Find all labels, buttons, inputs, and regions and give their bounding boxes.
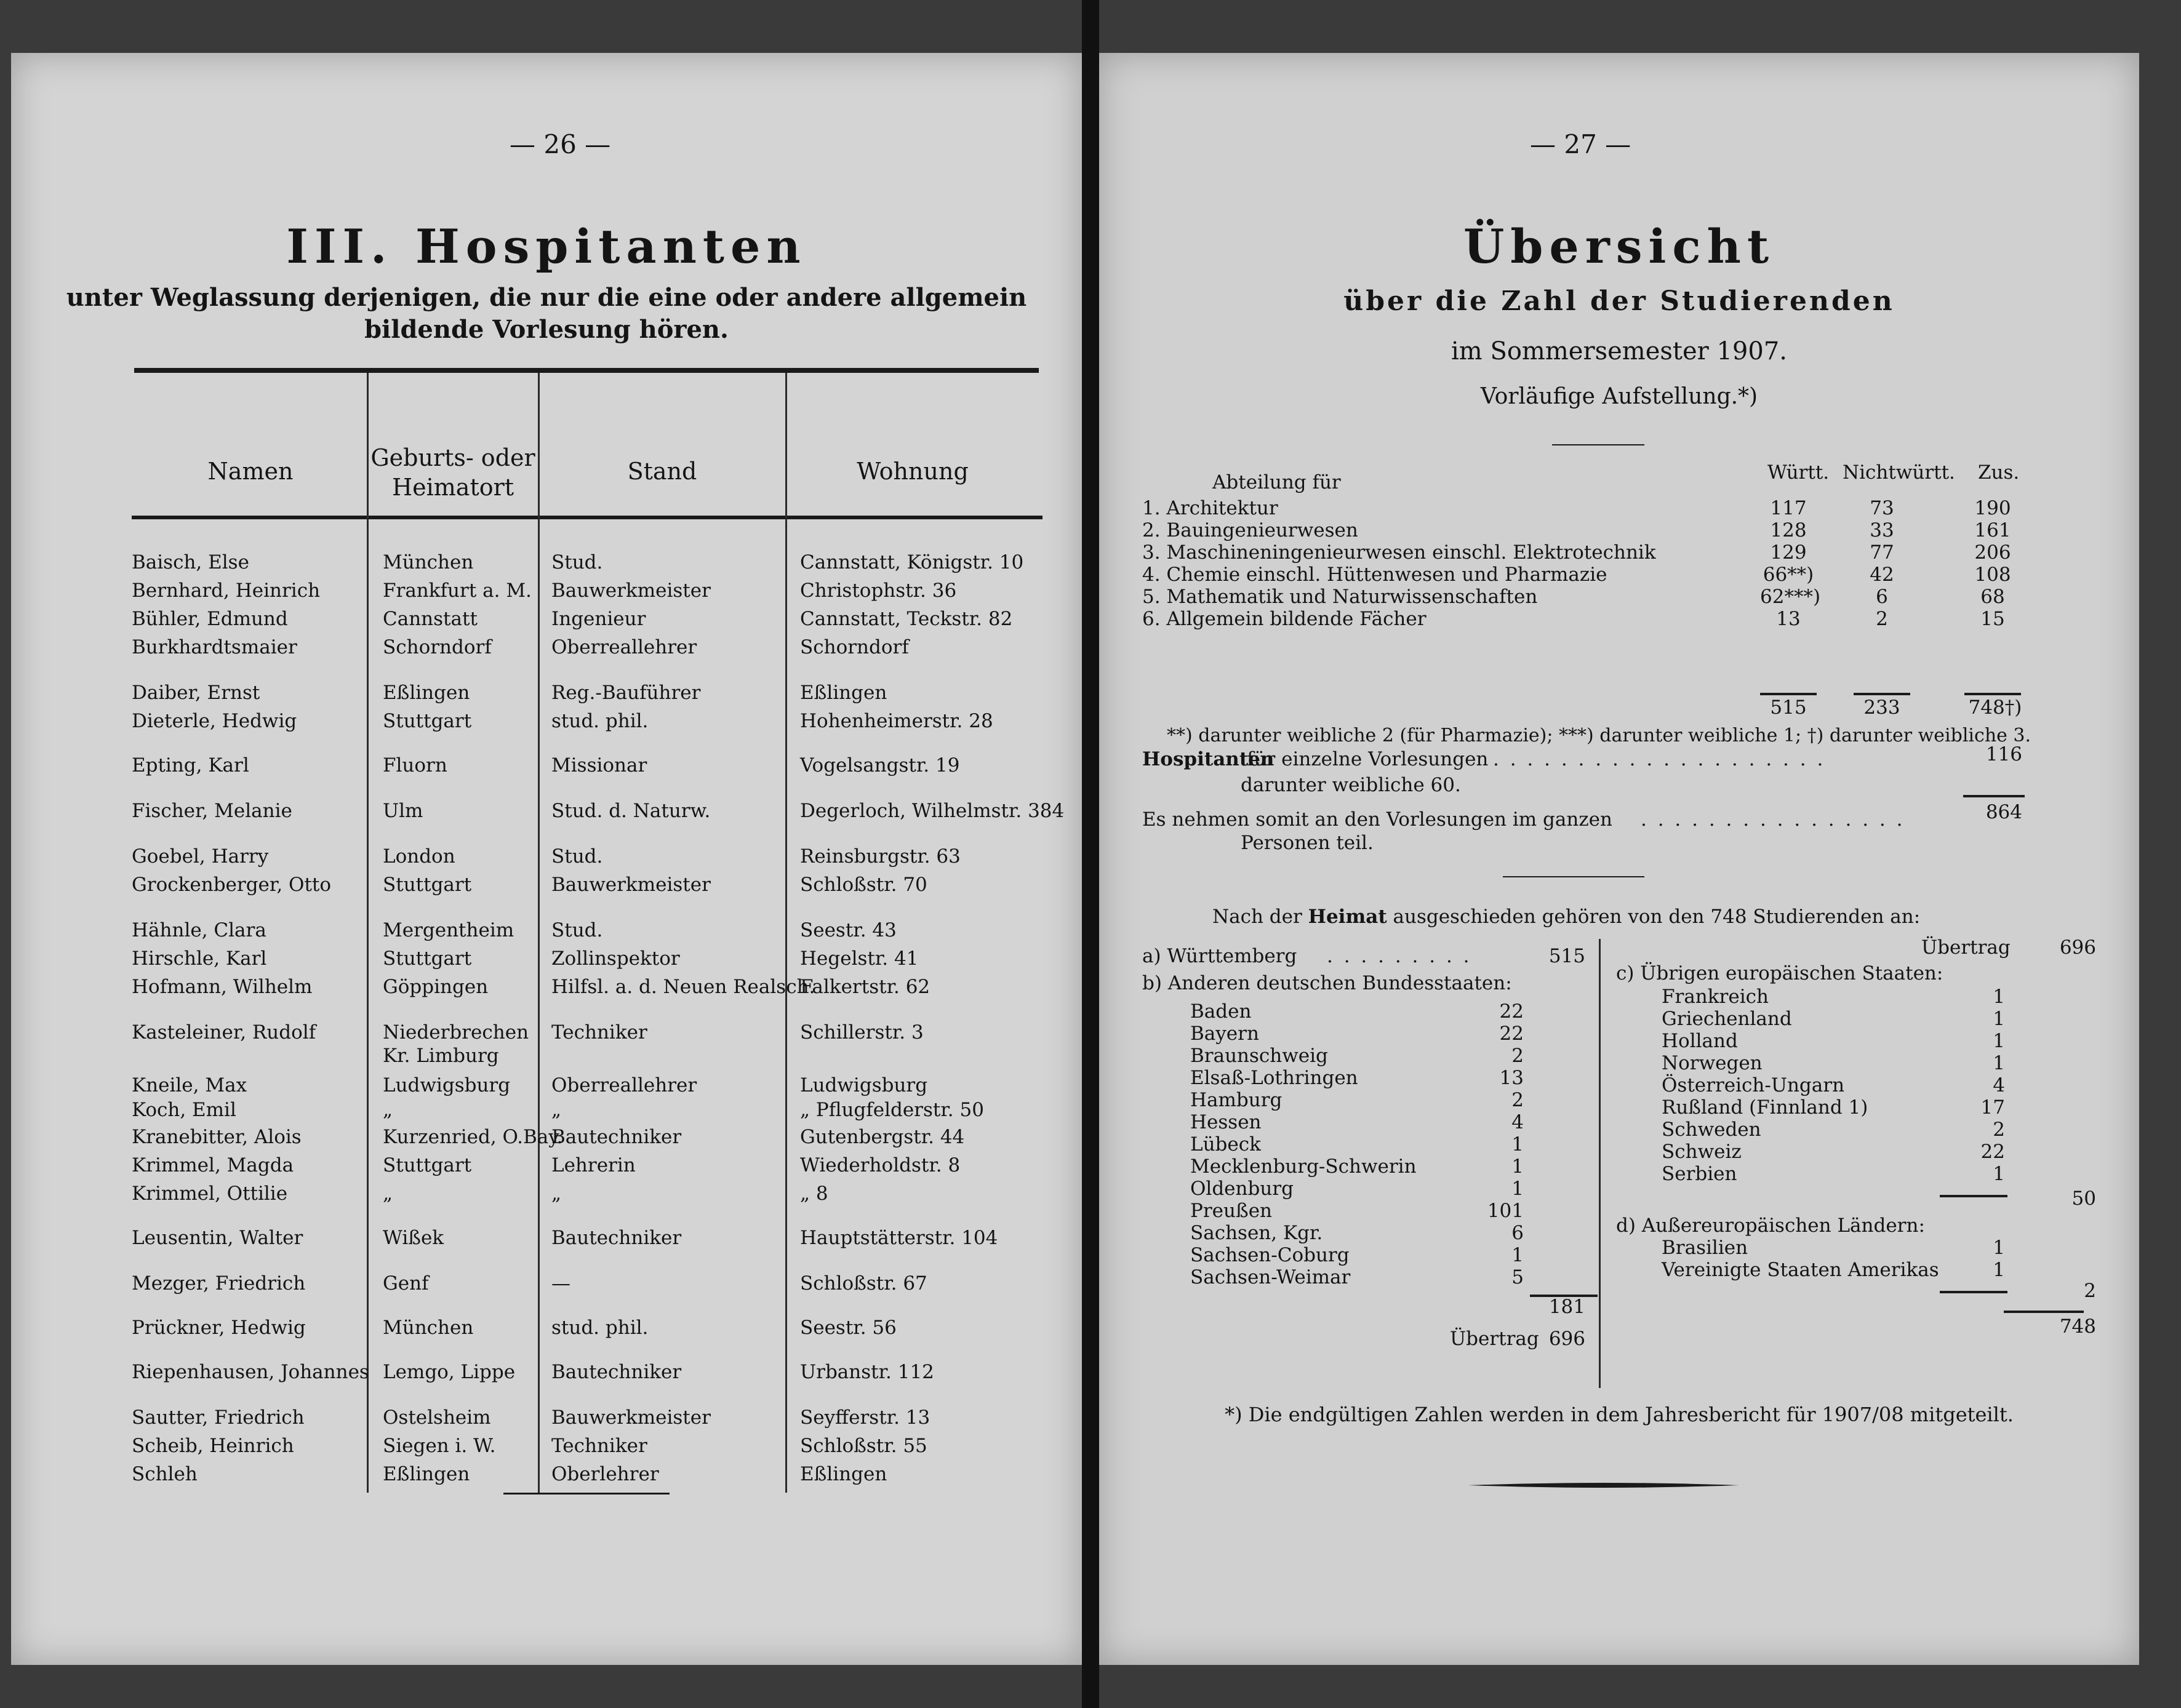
heimat-b-value: 2 (1511, 1089, 1524, 1111)
col-header-wohnung: Wohnung (857, 458, 969, 485)
uebertrag-label-right: Übertrag (1921, 936, 2011, 959)
table-top-rule (134, 368, 1039, 373)
table-row-wohnung: Reinsburgstr. 63 (800, 845, 961, 868)
table-row-name: Schleh (132, 1463, 198, 1485)
table-row-place: Lemgo, Lippe (383, 1361, 516, 1383)
abteilung-nichtwuertt: 33 (1870, 519, 1894, 541)
abteilung-wuertt: 128 (1770, 519, 1807, 541)
heimat-d-value: 1 (1993, 1259, 2005, 1281)
heimat-d-total: 2 (2084, 1280, 2096, 1302)
table-row-wohnung: Schloßstr. 70 (800, 874, 927, 896)
table-row-stand: stud. phil. (551, 1317, 649, 1339)
grand-total: 748 (2059, 1315, 2096, 1338)
abteilung-label: 1. Architektur (1142, 497, 1278, 519)
heimat-c-item: Serbien (1662, 1163, 1737, 1185)
table-row-stand: Oberreallehrer (551, 1074, 697, 1096)
table-row-stand: Bautechniker (551, 1227, 682, 1249)
table-row-wohnung: Eßlingen (800, 682, 887, 704)
table-row-wohnung: Gutenbergstr. 44 (800, 1126, 965, 1148)
heimat-b-value: 1 (1511, 1133, 1524, 1155)
table-row-name: Scheib, Heinrich (132, 1435, 294, 1457)
table-row-place: Eßlingen (383, 682, 470, 704)
heimat-c-item: Österreich-Ungarn (1662, 1074, 1845, 1096)
table-row-name: Baisch, Else (132, 551, 249, 573)
table-row-wohnung: Ludwigsburg (800, 1074, 928, 1096)
table-row-name: Goebel, Harry (132, 845, 269, 868)
heimat-b-item: Elsaß-Lothringen (1190, 1067, 1358, 1089)
abteilung-nichtwuertt: 42 (1870, 564, 1894, 586)
table-row-stand: — (551, 1272, 570, 1295)
abteilung-zus: 161 (1974, 519, 2011, 541)
table-row-wohnung: Seestr. 56 (800, 1317, 897, 1339)
col-header-heimatort: Geburts- oder (370, 444, 535, 471)
table-row-wohnung: Cannstatt, Teckstr. 82 (800, 608, 1013, 630)
heimat-b-value: 5 (1511, 1266, 1524, 1288)
abteilung-wuertt: 117 (1770, 497, 1807, 519)
table-row-stand: Techniker (551, 1021, 647, 1044)
heimat-b-item: Sachsen-Weimar (1190, 1266, 1351, 1288)
subtitle-line-2: im Sommersemester 1907. (1451, 337, 1787, 365)
heimat-c-value: 1 (1993, 1030, 2005, 1052)
heimat-b-label: b) Anderen deutschen Bundesstaaten: (1142, 972, 1512, 994)
table-row-stand: Bautechniker (551, 1361, 682, 1383)
heimat-b-value: 1 (1511, 1178, 1524, 1200)
table-row-wohnung: „ Pflugfelderstr. 50 (800, 1099, 984, 1121)
heimat-c-value: 2 (1993, 1119, 2005, 1141)
abteilung-header: Abteilung für (1212, 471, 1341, 493)
column-divider (538, 373, 540, 1493)
heimat-c-item: Schweiz (1662, 1141, 1742, 1163)
table-row-wohnung: Hegelstr. 41 (800, 948, 919, 970)
table-row-place: Wißek (383, 1227, 444, 1249)
column-divider (1599, 939, 1601, 1388)
leader-dots: . . . . . . . . . . . . . . . . (1641, 808, 1905, 831)
hospitanten-value: 116 (1985, 743, 2022, 765)
table-row-stand: Stud. d. Naturw. (551, 800, 711, 822)
heimat-c-item: Rußland (Finnland 1) (1662, 1096, 1868, 1119)
table-row-place: München (383, 1317, 474, 1339)
table-row-name: Kneile, Max (132, 1074, 247, 1096)
heimat-b-item: Sachsen, Kgr. (1190, 1222, 1323, 1244)
table-row-stand: Oberlehrer (551, 1463, 659, 1485)
abteilung-wuertt: 13 (1776, 608, 1801, 630)
footnote-line: **) darunter weibliche 2 (für Pharmazie); ***) darunter weibliche 1; †) darunter weibliche 3. (1167, 725, 2031, 746)
heimat-b-value: 4 (1511, 1111, 1524, 1133)
sum-rule (1963, 795, 2025, 797)
heimat-b-item: Bayern (1190, 1023, 1259, 1045)
table-row-stand: Oberreallehrer (551, 636, 697, 658)
heimat-b-value: 101 (1487, 1200, 1524, 1222)
table-header-rule (132, 516, 1042, 519)
table-row-name: Bühler, Edmund (132, 608, 288, 630)
page-title: Übersicht (1463, 219, 1775, 274)
table-row-name: Hähnle, Clara (132, 919, 266, 941)
table-row-stand: „ (551, 1183, 562, 1205)
sum-rule (1940, 1195, 2007, 1197)
hospitanten-label: Hospitanten (1142, 748, 1275, 770)
heimat-b-item: Baden (1190, 1000, 1252, 1023)
abteilung-label: 2. Bauingenieurwesen (1142, 519, 1358, 541)
table-row-wohnung: Hauptstätterstr. 104 (800, 1227, 998, 1249)
heimat-intro-bold: Heimat (1308, 906, 1387, 928)
hospitanten-sub: darunter weibliche 60. (1241, 774, 1461, 796)
page-title: III. Hospitanten (286, 219, 807, 274)
table-row-place: London (383, 845, 455, 868)
table-row-stand: Stud. (551, 919, 603, 941)
table-row-place: Ludwigsburg (383, 1074, 511, 1096)
heimat-d-item: Vereinigte Staaten Amerikas (1662, 1259, 1939, 1281)
heimat-c-item: Norwegen (1662, 1052, 1763, 1074)
book-spine (1082, 0, 1099, 1708)
table-row-place: Ostelsheim (383, 1407, 491, 1429)
heimat-d-item: Brasilien (1662, 1237, 1748, 1259)
heimat-b-total: 181 (1548, 1296, 1585, 1318)
abteilung-nichtwuertt: 77 (1870, 541, 1894, 564)
subtitle-line-1: über die Zahl der Studierenden (1343, 285, 1895, 317)
heimat-b-value: 13 (1499, 1067, 1524, 1089)
table-row-wohnung: Urbanstr. 112 (800, 1361, 934, 1383)
sum-rule (1854, 693, 1910, 695)
table-row-place: München (383, 551, 474, 573)
table-row-place: Schorndorf (383, 636, 492, 658)
table-row-wohnung: Schillerstr. 3 (800, 1021, 924, 1044)
table-row-place: „ (383, 1099, 393, 1121)
abteilung-zus: 68 (1980, 586, 2005, 608)
table-row-name: Krimmel, Ottilie (132, 1183, 288, 1205)
table-row-stand: Lehrerin (551, 1154, 636, 1176)
sum-rule (1760, 693, 1817, 695)
abteilung-label: 3. Maschineningenieurwesen einschl. Elektrotechnik (1142, 541, 1656, 564)
separator (1552, 444, 1644, 445)
table-row-wohnung: Hohenheimerstr. 28 (800, 710, 993, 732)
uebertrag-label: Übertrag (1450, 1328, 1539, 1350)
table-row-stand: Techniker (551, 1435, 647, 1457)
table-row-place: Stuttgart (383, 710, 472, 732)
heimat-intro-1: Nach der (1212, 906, 1302, 928)
table-row-place: „ (383, 1183, 393, 1205)
sum-rule (1940, 1291, 2007, 1293)
nichtwuertt-header: Nichtwürtt. (1843, 461, 1955, 484)
table-row-stand: Reg.-Bauführer (551, 682, 701, 704)
abteilung-wuertt: 129 (1770, 541, 1807, 564)
heimat-b-value: 22 (1499, 1023, 1524, 1045)
table-row-place: Frankfurt a. M. (383, 580, 532, 602)
abteilung-label: 6. Allgemein bildende Fächer (1142, 608, 1427, 630)
table-row-stand: Bauwerkmeister (551, 1407, 711, 1429)
sum-rule (1964, 693, 2021, 695)
heimat-a-value: 515 (1548, 945, 1585, 967)
left-page (11, 53, 1082, 1665)
abteilung-zus: 206 (1974, 541, 2011, 564)
heimat-c-item: Frankreich (1662, 986, 1769, 1008)
gesamt-text-2: Personen teil. (1241, 832, 1374, 854)
heimat-c-item: Schweden (1662, 1119, 1761, 1141)
table-row-place: Fluorn (383, 754, 447, 776)
hospitanten-text: für einzelne Vorlesungen (1247, 748, 1489, 770)
table-row-name: Bernhard, Heinrich (132, 580, 321, 602)
abteilung-label: 4. Chemie einschl. Hüttenwesen und Pharmazie (1142, 564, 1607, 586)
table-row-name: Burkhardtsmaier (132, 636, 297, 658)
column-divider (785, 373, 787, 1493)
heimat-b-value: 1 (1511, 1155, 1524, 1178)
col-header-namen: Namen (207, 458, 294, 485)
abteilung-nichtwuertt: 2 (1876, 608, 1888, 630)
table-row-name: Hofmann, Wilhelm (132, 976, 313, 998)
heimat-b-value: 22 (1499, 1000, 1524, 1023)
table-row-wohnung: Eßlingen (800, 1463, 887, 1485)
heimat-c-item: Holland (1662, 1030, 1738, 1052)
table-row-place: Stuttgart (383, 874, 472, 896)
table-row-wohnung: Schloßstr. 67 (800, 1272, 927, 1295)
heimat-b-item: Hessen (1190, 1111, 1262, 1133)
heimat-intro (1212, 906, 1920, 928)
heimat-b-item: Hamburg (1190, 1089, 1283, 1111)
table-row-wohnung: Cannstatt, Königstr. 10 (800, 551, 1024, 573)
leader-dots: . . . . . . . . . . . . . . . . . . . . (1493, 748, 1826, 770)
col-header-heimatort-2: Heimatort (391, 474, 514, 501)
table-row-place: Kr. Limburg (383, 1045, 499, 1067)
total-nichtwuertt: 233 (1863, 696, 1900, 719)
end-rule (503, 1493, 670, 1494)
gesamt-value: 864 (1985, 801, 2022, 823)
gesamt-text: Es nehmen somit an den Vorlesungen im ganzen (1142, 808, 1612, 831)
heimat-b-item: Braunschweig (1190, 1045, 1328, 1067)
table-row-stand: Zollinspektor (551, 948, 680, 970)
wuertt-header: Württ. (1767, 461, 1830, 484)
heimat-c-label: c) Übrigen europäischen Staaten: (1616, 962, 1943, 984)
heimat-d-value: 1 (1993, 1237, 2005, 1259)
table-row-wohnung: Falkertstr. 62 (800, 976, 930, 998)
table-row-wohnung: Wiederholdstr. 8 (800, 1154, 961, 1176)
heimat-b-item: Oldenburg (1190, 1178, 1294, 1200)
heimat-c-value: 1 (1993, 1052, 2005, 1074)
table-row-name: Grockenberger, Otto (132, 874, 332, 896)
abteilung-nichtwuertt: 6 (1876, 586, 1888, 608)
table-row-stand: Hilfsl. a. d. Neuen Realsch. (551, 976, 815, 998)
heimat-b-value: 1 (1511, 1244, 1524, 1266)
ornament-rule (1468, 1478, 1739, 1493)
subtitle-line-2: bildende Vorlesung hören. (364, 315, 729, 344)
table-row-place: Mergentheim (383, 919, 514, 941)
table-row-name: Sautter, Friedrich (132, 1407, 305, 1429)
table-row-stand: Stud. (551, 551, 603, 573)
column-divider (367, 373, 369, 1493)
table-row-name: Epting, Karl (132, 754, 249, 776)
heimat-c-value: 1 (1993, 1163, 2005, 1185)
table-row-stand: stud. phil. (551, 710, 649, 732)
heimat-b-item: Sachsen-Coburg (1190, 1244, 1350, 1266)
table-row-stand: Ingenieur (551, 608, 646, 630)
table-row-place: Ulm (383, 800, 423, 822)
table-row-name: Leusentin, Walter (132, 1227, 303, 1249)
table-row-place: Siegen i. W. (383, 1435, 496, 1457)
abteilung-wuertt: 66**) (1763, 564, 1814, 586)
table-row-place: Eßlingen (383, 1463, 470, 1485)
abteilung-zus: 15 (1980, 608, 2005, 630)
abteilung-wuertt: 62***) (1760, 586, 1821, 608)
heimat-intro-2: ausgeschieden gehören von den 748 Studierenden an: (1393, 906, 1921, 928)
subtitle-line-3: Vorläufige Aufstellung.*) (1480, 384, 1758, 409)
total-zus: 748†) (1968, 696, 2022, 719)
table-row-place: Göppingen (383, 976, 489, 998)
table-row-name: Riepenhausen, Johannes (132, 1361, 369, 1383)
table-row-name: Hirschle, Karl (132, 948, 267, 970)
total-wuertt: 515 (1770, 696, 1807, 719)
heimat-c-total: 50 (2071, 1187, 2096, 1210)
heimat-b-value: 6 (1511, 1222, 1524, 1244)
heimat-b-item: Mecklenburg-Schwerin (1190, 1155, 1417, 1178)
uebertrag-right-value: 696 (2059, 936, 2096, 959)
table-row-wohnung: Seestr. 43 (800, 919, 897, 941)
subtitle-line-1: unter Weglassung derjenigen, die nur die eine oder andere allgemein (66, 283, 1027, 312)
page-number: — 27 — (1530, 129, 1631, 159)
table-row-wohnung: Seyfferstr. 13 (800, 1407, 930, 1429)
heimat-c-item: Griechenland (1662, 1008, 1792, 1030)
heimat-c-value: 22 (1980, 1141, 2005, 1163)
table-row-stand: „ (551, 1099, 562, 1121)
separator (1503, 876, 1644, 877)
table-row-wohnung: Vogelsangstr. 19 (800, 754, 960, 776)
zus-header: Zus. (1978, 461, 2020, 484)
table-row-place: Niederbrechen (383, 1021, 529, 1044)
table-row-place: Stuttgart (383, 948, 472, 970)
heimat-c-value: 4 (1993, 1074, 2005, 1096)
abteilung-nichtwuertt: 73 (1870, 497, 1894, 519)
table-row-name: Dieterle, Hedwig (132, 710, 297, 732)
table-row-wohnung: Schloßstr. 55 (800, 1435, 927, 1457)
table-row-name: Kranebitter, Alois (132, 1126, 302, 1148)
table-row-name: Kasteleiner, Rudolf (132, 1021, 316, 1044)
uebertrag-left-value: 696 (1548, 1328, 1585, 1350)
table-row-name: Daiber, Ernst (132, 682, 260, 704)
table-row-place: Kurzenried, O.Bay. (383, 1126, 563, 1148)
right-page (1099, 53, 2139, 1665)
heimat-b-item: Preußen (1190, 1200, 1273, 1222)
abteilung-zus: 190 (1974, 497, 2011, 519)
table-row-stand: Bautechniker (551, 1126, 682, 1148)
col-header-stand: Stand (627, 458, 697, 485)
table-row-place: Cannstatt (383, 608, 478, 630)
table-row-stand: Bauwerkmeister (551, 874, 711, 896)
table-row-wohnung: Degerloch, Wilhelmstr. 384 (800, 800, 1065, 822)
table-row-stand: Stud. (551, 845, 603, 868)
table-row-wohnung: „ 8 (800, 1183, 828, 1205)
table-row-place: Genf (383, 1272, 429, 1295)
heimat-a-label: a) Württemberg (1142, 945, 1297, 967)
table-row-name: Fischer, Melanie (132, 800, 292, 822)
table-row-name: Koch, Emil (132, 1099, 236, 1121)
abteilung-zus: 108 (1974, 564, 2011, 586)
table-row-wohnung: Schorndorf (800, 636, 909, 658)
table-row-stand: Bauwerkmeister (551, 580, 711, 602)
table-row-stand: Missionar (551, 754, 647, 776)
heimat-c-value: 1 (1993, 1008, 2005, 1030)
heimat-d-label: d) Außereuropäischen Ländern: (1616, 1215, 1925, 1237)
heimat-c-value: 17 (1980, 1096, 2005, 1119)
heimat-c-value: 1 (1993, 986, 2005, 1008)
final-footnote: *) Die endgültigen Zahlen werden in dem Jahresbericht für 1907/08 mitgeteilt. (1225, 1403, 2014, 1426)
table-row-name: Mezger, Friedrich (132, 1272, 306, 1295)
page-number: — 26 — (510, 129, 611, 159)
table-row-name: Krimmel, Magda (132, 1154, 294, 1176)
table-row-place: Stuttgart (383, 1154, 472, 1176)
heimat-b-value: 2 (1511, 1045, 1524, 1067)
leader-dots: . . . . . . . . . (1327, 945, 1472, 967)
heimat-b-item: Lübeck (1190, 1133, 1261, 1155)
table-row-wohnung: Christophstr. 36 (800, 580, 957, 602)
table-row-name: Prückner, Hedwig (132, 1317, 306, 1339)
sum-rule (2004, 1311, 2084, 1313)
abteilung-label: 5. Mathematik und Naturwissenschaften (1142, 586, 1538, 608)
